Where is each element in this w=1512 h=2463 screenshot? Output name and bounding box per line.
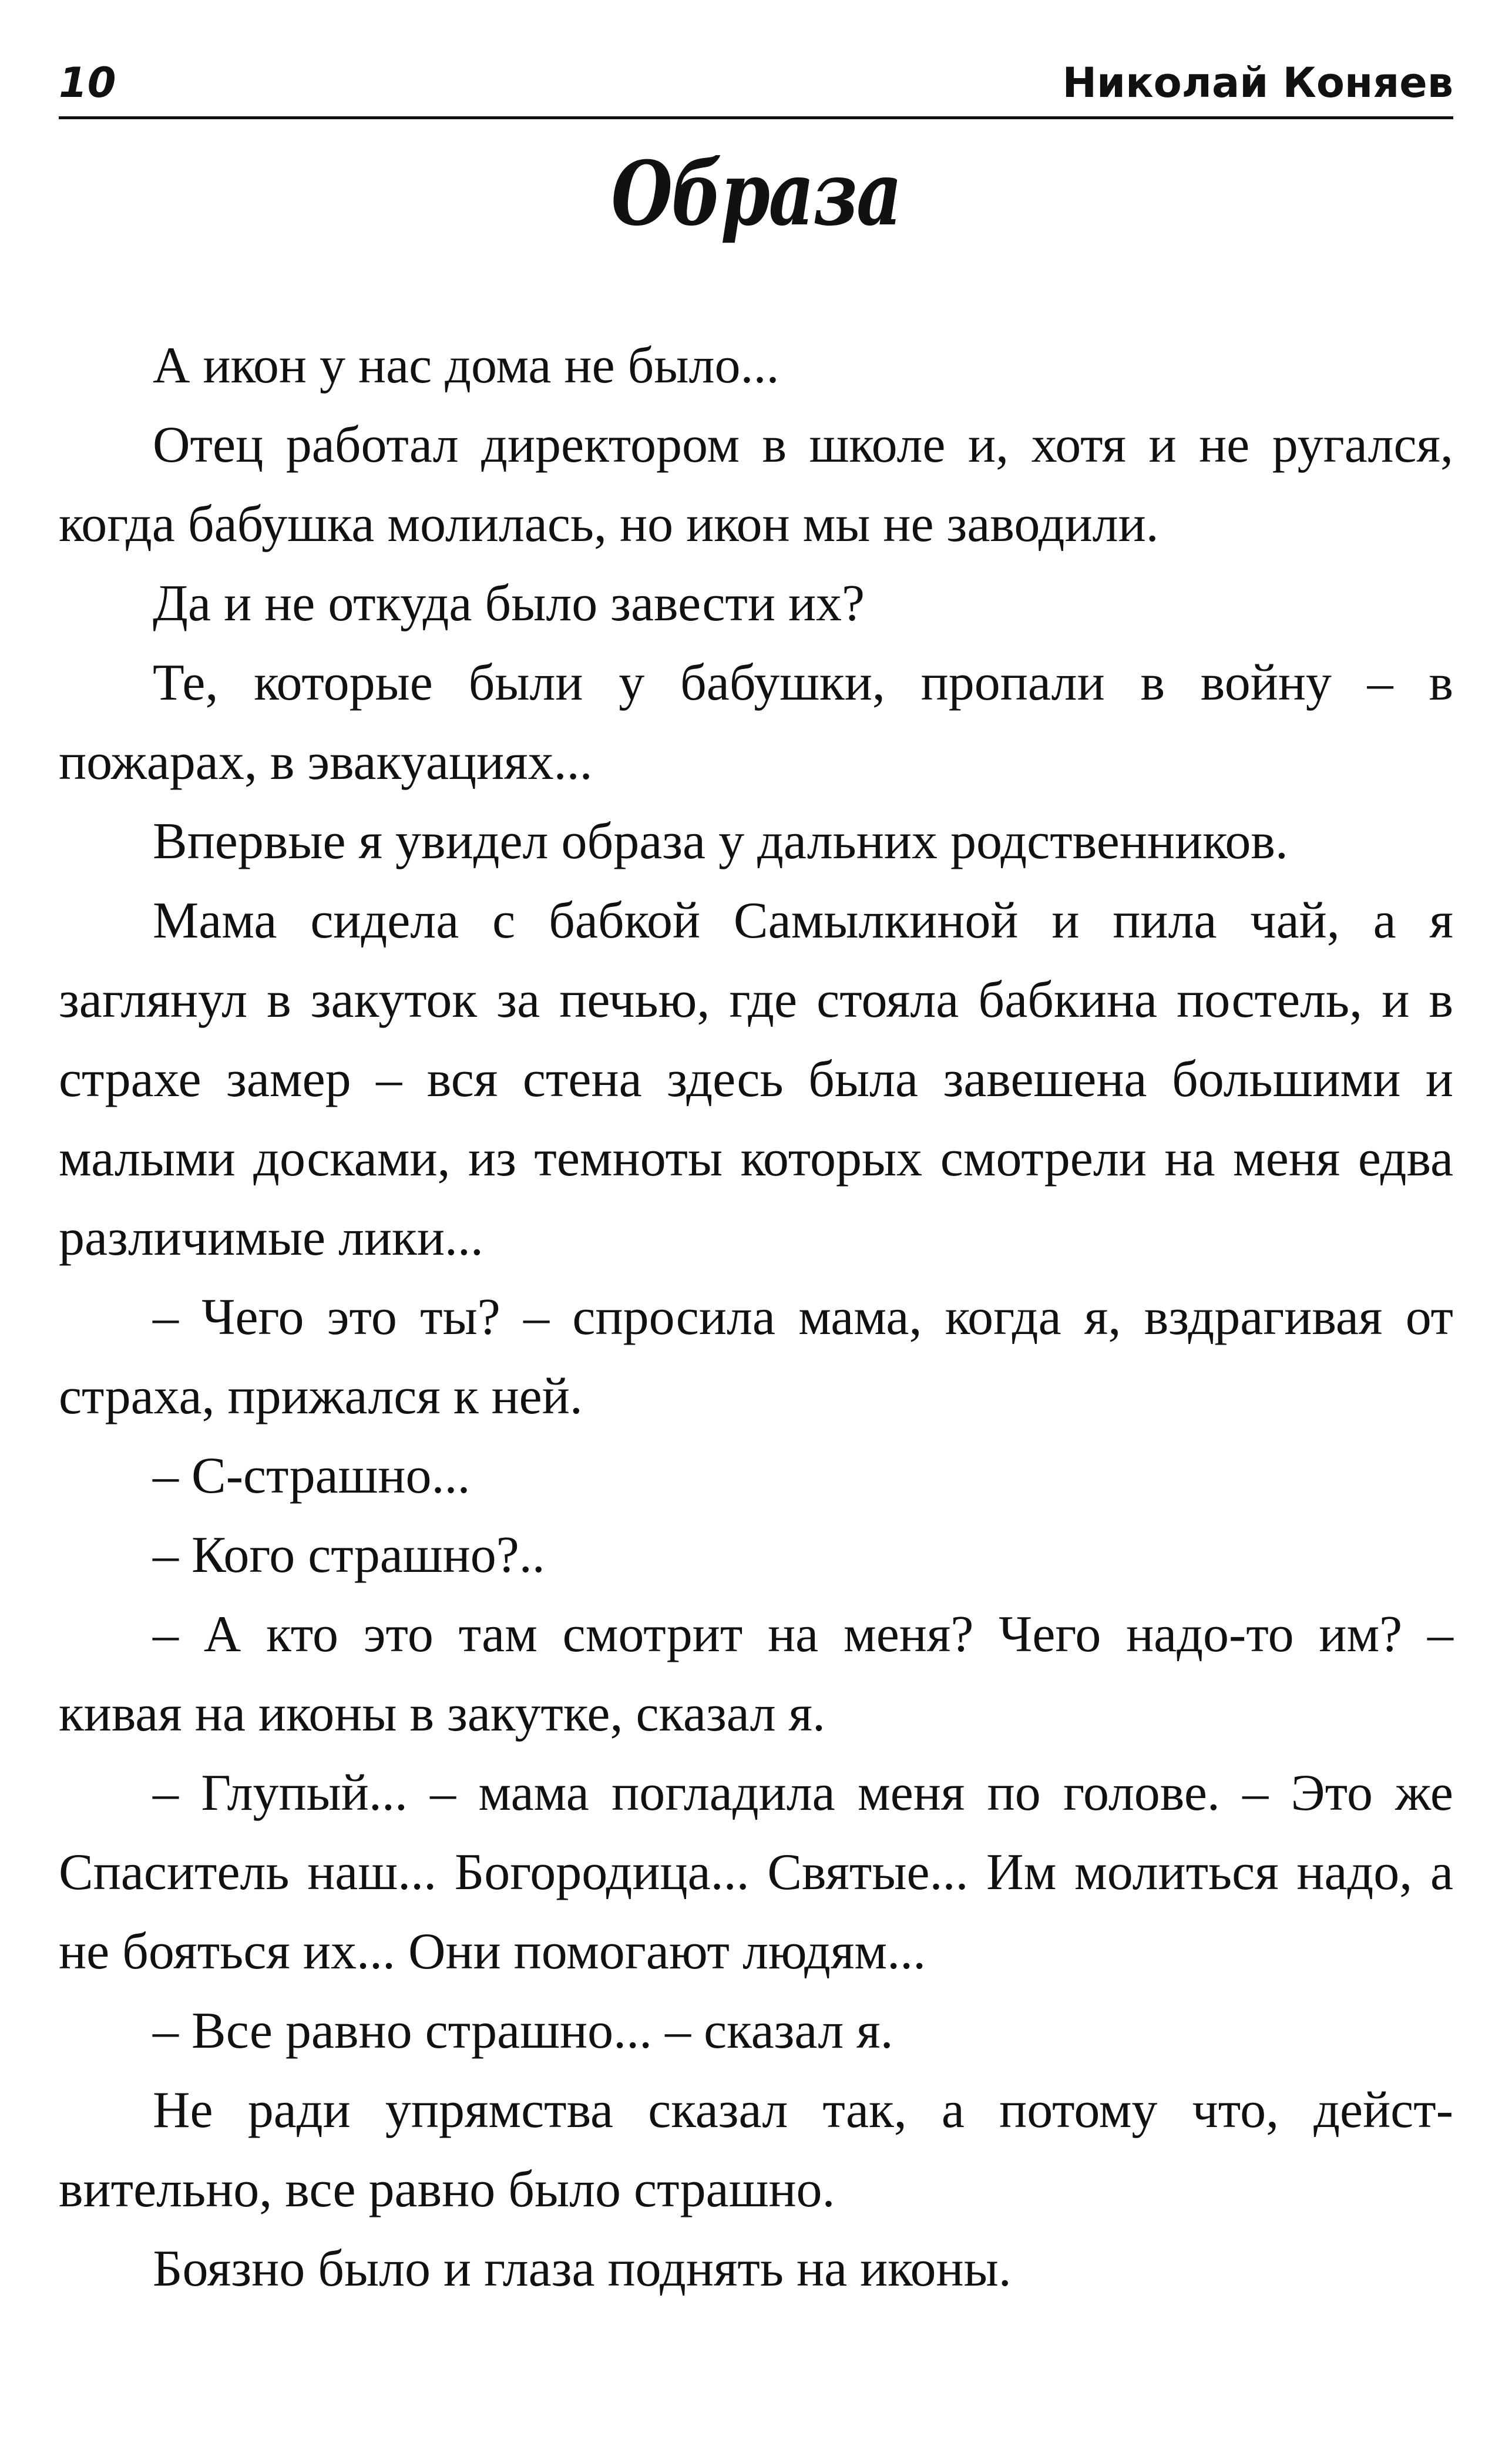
paragraph: – Все равно страшно... – сказал я. bbox=[153, 2002, 893, 2059]
running-header-author: Николай Коняев bbox=[1062, 59, 1453, 107]
paragraph: – С-страшно... bbox=[153, 1447, 471, 1504]
paragraph: – Чего это ты? – спросила мама, когда я, вздрагивая от страха, прижался к ней. bbox=[59, 1289, 1453, 1425]
paragraph: Боязно было и глаза поднять на иконы. bbox=[153, 2240, 1012, 2297]
chapter-title: Образа bbox=[611, 142, 901, 246]
paragraph: – Глупый... – мама погладила меня по голове. – Это же Спаситель наш... Богородица... Святые... Им молиться надо, а не бояться их... Они помогают людям... bbox=[59, 1765, 1453, 1980]
paragraph: Те, которые были у бабушки, пропали в войну – в пожарах, в эвакуациях... bbox=[59, 654, 1453, 791]
paragraph: Отец работал директором в школе и, хотя и не ругался, когда бабушка молилась, но икон мы не заводили. bbox=[59, 416, 1453, 553]
page-number: 10 bbox=[59, 59, 116, 107]
chapter-body bbox=[59, 326, 1453, 2309]
running-header bbox=[59, 46, 1453, 119]
paragraph: А икон у нас дома не было... bbox=[153, 337, 779, 394]
paragraph: Не ради упрямства сказал так, а потому что, действительно, все равно было страшно. bbox=[59, 2082, 1453, 2218]
paragraph: – А кто это там смотрит на меня? Чего надо-то им? – кивая на иконы в закутке, сказал я. bbox=[59, 1606, 1453, 1742]
paragraph: Впервые я увидел образа у дальних родственников. bbox=[153, 813, 1288, 870]
paragraph: Да и не откуда было завести их? bbox=[153, 575, 865, 632]
paragraph: – Кого страшно?.. bbox=[153, 1527, 545, 1584]
paragraph: Мама сидела с бабкой Самылкиной и пила чай, а я заглянул в закуток за печью, где стояла бабкина постель, и в страхе замер – вся стена здесь была завешена большими и малыми досками, из темноты которых смотрели на меня едва различимые лики... bbox=[59, 892, 1453, 1266]
